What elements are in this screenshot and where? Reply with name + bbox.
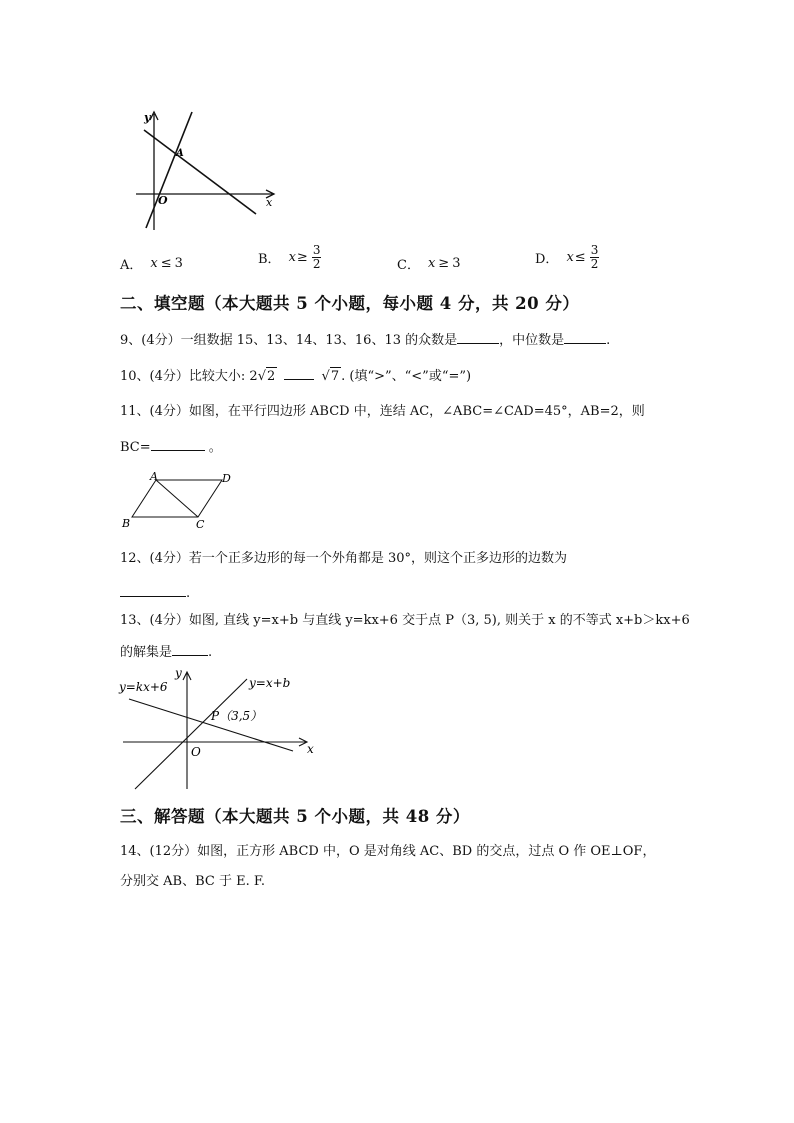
vertex-c: C <box>196 518 205 531</box>
question-12-line-1: 12、(4分）若一个正多边形的每一个外角都是 30°，则这个正多边形的边数为 <box>120 551 568 566</box>
x-label: x <box>307 742 314 756</box>
question-13-line-2: 的解集是 . <box>120 645 213 660</box>
point-a-label: A <box>176 148 184 159</box>
vertex-b: B <box>122 517 131 530</box>
parallelogram-figure <box>118 470 243 532</box>
y-label: y <box>175 666 182 680</box>
vertex-a: A <box>150 470 158 483</box>
point-p-label: P（3,5） <box>211 709 263 723</box>
origin-label: O <box>158 194 168 207</box>
answer-blank[interactable] <box>457 331 499 344</box>
origin-label: O <box>191 745 201 759</box>
sqrt-7: √ 7 <box>321 369 340 384</box>
option-d: D． x ≤ $\frac{3}{2}$ <box>535 243 599 271</box>
question-14-line-1: 14、(12分）如图，正方形 ABCD 中，O 是对角线 AC、BD 的交点，过点 O 作 OE⊥OF， <box>120 844 656 859</box>
answer-blank[interactable] <box>172 643 208 656</box>
question-14-line-2: 分别交 AB、BC 于 E. F. <box>120 874 265 889</box>
option-c: C． x ≥ 3 <box>397 256 461 273</box>
section-3-title: 三、解答题（本大题共 5 个小题，共 48 分） <box>120 807 470 826</box>
fraction-3-2: $\frac{3}{2}$ <box>312 243 321 271</box>
question-12-line-2: . <box>120 584 190 603</box>
answer-blank[interactable] <box>120 584 186 597</box>
x-label: x <box>266 196 273 209</box>
question-11-line-2: BC= 。 <box>120 440 222 455</box>
fraction-3-2: $\frac{3}{2}$ <box>590 243 599 271</box>
answer-blank[interactable] <box>284 367 314 380</box>
label-y-kx-6: y=kx+6 <box>119 680 168 694</box>
section-2-title: 二、填空题（本大题共 5 个小题，每小题 4 分，共 20 分） <box>120 294 580 313</box>
answer-blank[interactable] <box>151 438 205 451</box>
vertex-d: D <box>222 472 231 485</box>
diagonal-ac <box>156 480 198 517</box>
graph-figure-1 <box>130 108 280 233</box>
question-10: 10、(4分）比较大小: 2 √ 2 √ 7 . (填“>”、“<”或“=”) <box>120 369 472 384</box>
line-y-kx-6 <box>129 699 293 751</box>
option-a: A． x ≤ 3 <box>120 256 183 273</box>
label-y-x-b: y=x+b <box>249 676 291 690</box>
line-y-x-b <box>135 679 247 789</box>
question-11-line-1: 11、(4分）如图，在平行四边形 ABCD 中，连结 AC，∠ABC=∠CAD=45°，AB=2，则 <box>120 404 645 419</box>
y-label: y <box>144 111 151 124</box>
answer-blank[interactable] <box>564 331 606 344</box>
graph-figure-13 <box>115 663 325 793</box>
line-increasing <box>146 112 192 228</box>
option-b: B． x ≥ $\frac{3}{2}$ <box>258 243 321 271</box>
sqrt-2: √ 2 <box>257 369 276 384</box>
question-13-line-1: 13、(4分）如图, 直线 y=x+b 与直线 y=kx+6 交于点 P（3, 5), 则关于 x 的不等式 x+b＞kx+6 <box>120 613 690 628</box>
question-9: 9、(4分）一组数据 15、13、14、13、16、13 的众数是 ，中位数是 . <box>120 333 611 348</box>
